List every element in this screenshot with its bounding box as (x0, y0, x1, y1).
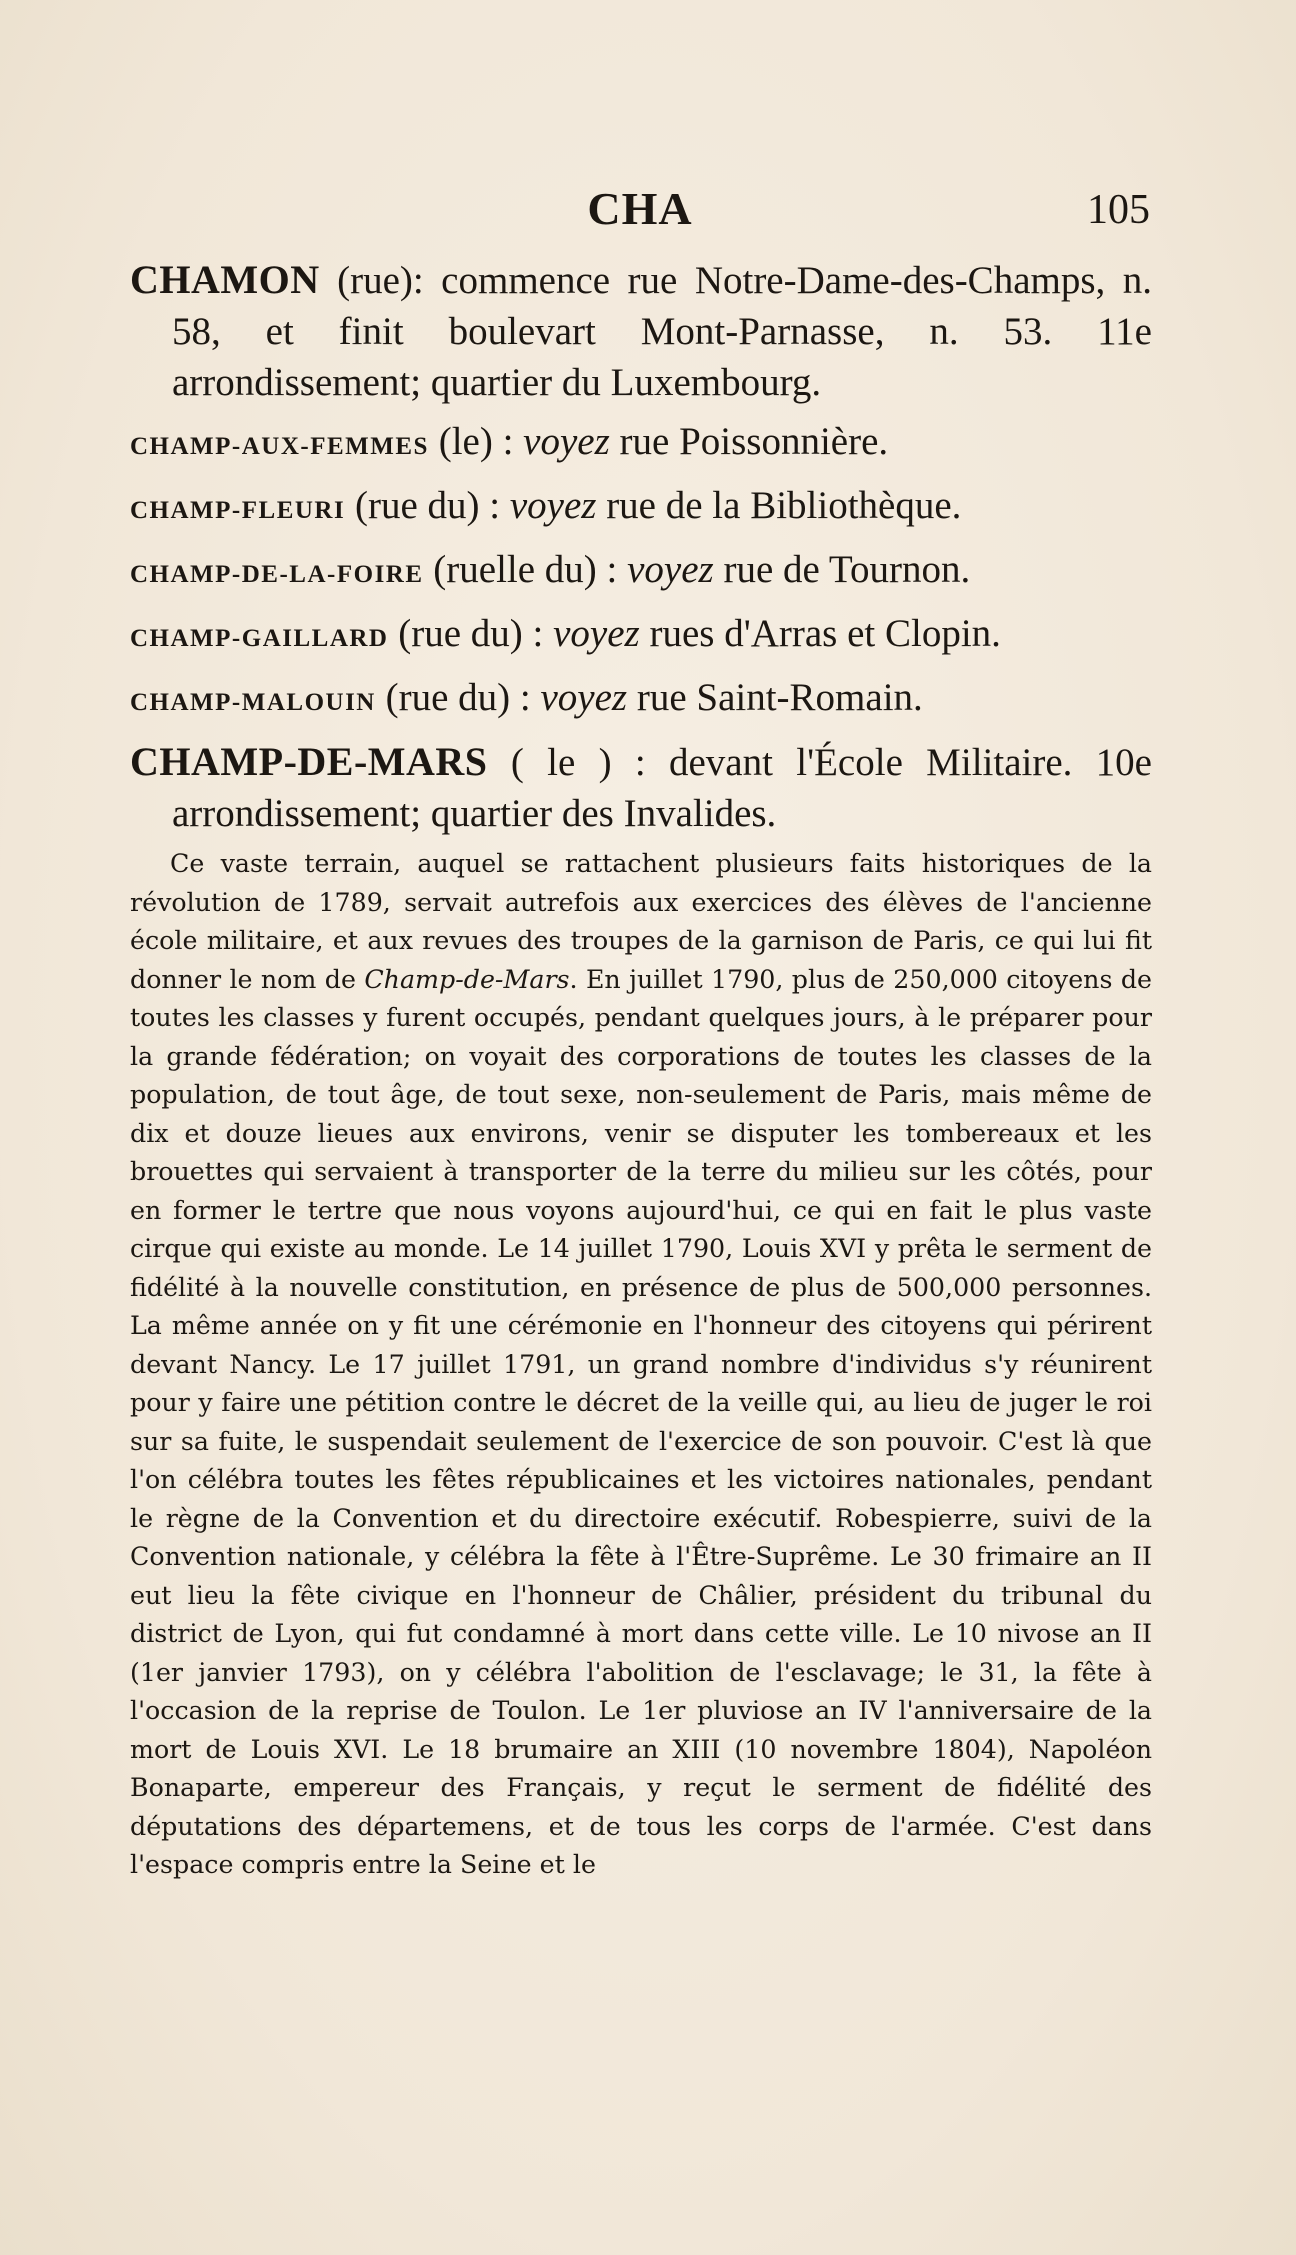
running-title: CHA (587, 183, 693, 234)
see-reference: voyez (509, 484, 597, 527)
entry-champ-gaillard (130, 608, 1152, 664)
entry-pre: (ruelle du) : (423, 548, 628, 591)
running-header (130, 182, 1150, 242)
entry-pre: (rue du) : (345, 484, 510, 527)
entry-post: rue de Tournon. (713, 548, 971, 591)
see-reference: voyez (540, 676, 628, 719)
entry-champ-malouin (130, 672, 1152, 728)
headword: CHAMON (130, 257, 320, 302)
headword: CHAMP-AUX-FEMMES (130, 433, 429, 460)
entry-post: rue Poissonnière. (609, 420, 889, 463)
headword: CHAMP-MALOUIN (130, 689, 376, 716)
entry-chamon (130, 254, 1152, 408)
headword: CHAMP-DE-LA-FOIRE (130, 561, 424, 588)
paragraph-italic-term: Champ-de-Mars (364, 964, 570, 994)
entry-pre: (le) : (428, 420, 524, 463)
headword: CHAMP-GAILLARD (130, 625, 389, 652)
page-body (130, 254, 1152, 1885)
entry-text: ( le ) : devant l'École Militaire. 10e arrondissement; quartier des Invalides. (172, 741, 1152, 835)
entry-text: (rue): commence rue Notre-Dame-des-Champs, n. 58, et finit boulevart Mont-Parnasse, n. 53. 11e arrondissement; quartier du Luxembourg. (172, 259, 1152, 404)
paragraph-text-1: Ce vaste terrain, auquel se rattachent plusieurs faits historiques de la révolution de 1789, servait autrefois aux exercices des élèves de l'ancienne école militaire, et aux revues des troupes de la garnison de Paris, ce qui lui fit donner le nom de (130, 849, 1152, 994)
see-reference: voyez (553, 612, 640, 655)
champ-de-mars-history (130, 845, 1152, 1885)
entry-post: rue Saint-Romain. (627, 676, 923, 719)
entry-champ-fleuri (130, 480, 1152, 536)
headword: CHAMP-DE-MARS (130, 739, 488, 784)
see-reference: voyez (523, 420, 610, 463)
page-number: 105 (1087, 187, 1150, 233)
entry-champ-de-mars (130, 736, 1152, 839)
headword: CHAMP-FLEURI (130, 497, 346, 524)
entry-pre: (rue du) : (388, 612, 554, 655)
entry-post: rues d'Arras et Clopin. (639, 612, 1001, 655)
entry-champ-aux-femmes (130, 416, 1152, 472)
entry-champ-de-la-foire (130, 544, 1152, 600)
entry-pre: (rue du) : (375, 676, 541, 719)
see-reference: voyez (627, 548, 714, 591)
paragraph-text-2: . En juillet 1790, plus de 250,000 citoyens de toutes les classes y furent occupés, pendant quelques jours, à le préparer pour la grande fédération; on voyait des corporations de toutes les classes de la population, de tout âge, de tout sexe, non-seulement de Paris, mais même de dix et douze lieues aux environs, venir se disputer les tombereaux et les brouettes qui servaient à transporter de la terre du milieu sur les côtés, pour en former le tertre que nous voyons aujourd'hui, ce qui en fait le plus vaste cirque qui existe au monde. Le 14 juillet 1790, Louis XVI y prêta le serment de fidélité à la nouvelle constitution, en présence de plus de 500,000 personnes. La même année on y fit une cérémonie en l'honneur des citoyens qui périrent devant Nancy. Le 17 juillet 1791, un grand nombre d'individus s'y réunirent pour y faire une pétition contre le décret de la veille qui, au lieu de juger le roi sur sa fuite, le suspendait seulement de l'exercice de son pouvoir. C'est là que l'on célébra toutes les fêtes républicaines et les victoires nationales, pendant le règne de la Convention et du directoire exécutif. Robespierre, suivi de la Convention nationale, y célébra la fête à l'Être-Suprême. Le 30 frimaire an II eut lieu la fête civique en l'honneur de Châlier, président du tribunal du district de Lyon, qui fut condamné à mort dans cette ville. Le 10 nivose an II (1er janvier 1793), on y célébra l'abolition de l'esclavage; le 31, la fête à l'occasion de la reprise de Toulon. Le 1er pluviose an IV l'anniversaire de la mort de Louis XVI. Le 18 brumaire an XIII (10 novembre 1804), Napoléon Bonaparte, empereur des Français, y reçut le serment de fidélité des députations des départemens, et de tous les corps de l'armée. C'est dans l'espace compris entre la Seine et le (130, 964, 1152, 1879)
entry-post: rue de la Bibliothèque. (596, 484, 962, 527)
